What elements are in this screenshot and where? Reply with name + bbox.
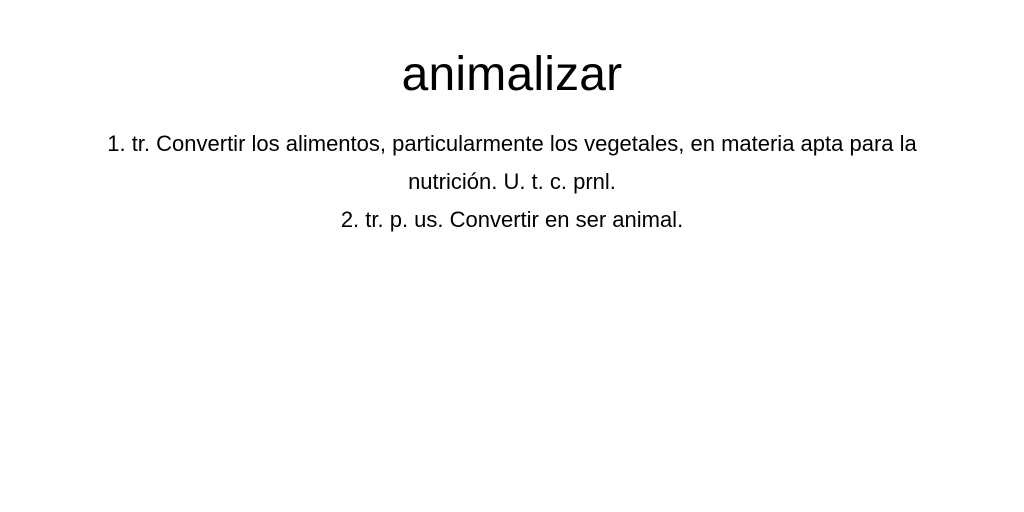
definition-sense-2: 2. tr. p. us. Convertir en ser animal. <box>340 207 684 232</box>
dictionary-entry <box>0 0 1024 239</box>
definitions <box>77 125 947 239</box>
definition-sense-1: 1. tr. Convertir los alimentos, particularmente los vegetales, en materia apta para la nutrición. U. t. c. prnl. <box>107 131 917 194</box>
headword: animalizar <box>401 48 623 101</box>
